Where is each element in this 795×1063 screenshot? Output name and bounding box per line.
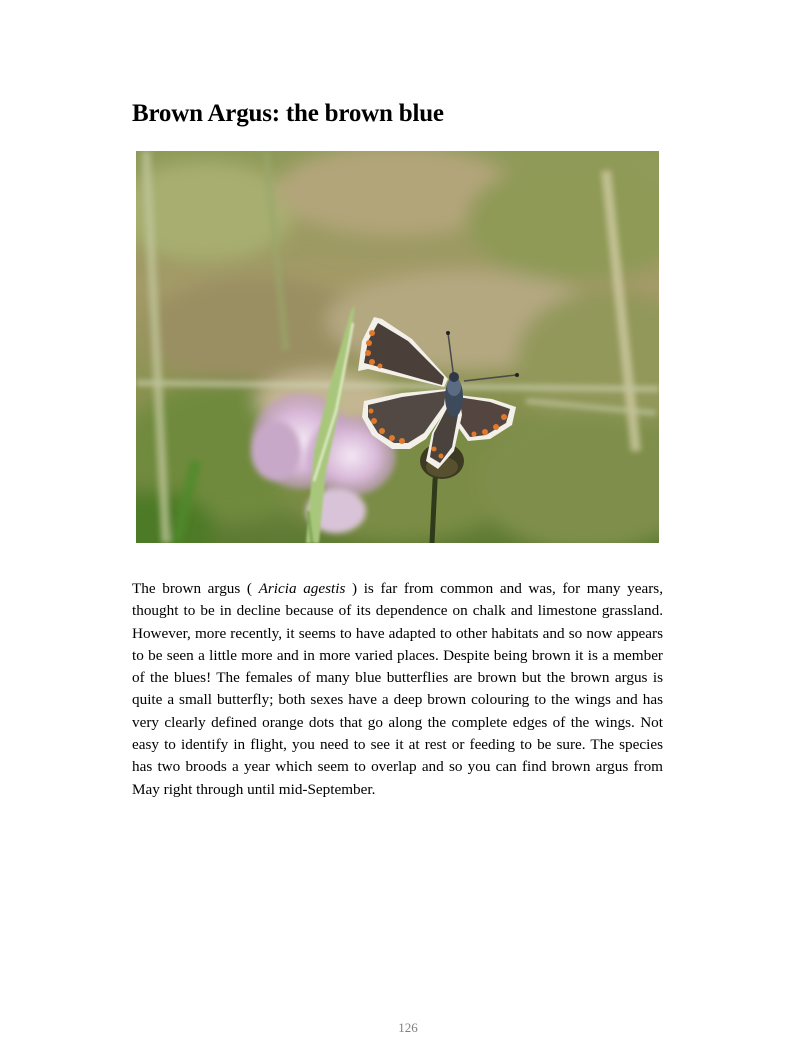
page-number: 126 [398, 1020, 418, 1035]
paragraph-body: ) is far from common and was, for many years, thought to be in decline because of its dependence on chalk and limestone grassland. However, more recently, it seems to have adapted to other habitats and so now appears to be seen a little more and in more varied places. Despite being brown it is a member of the blues! The females of many blue butterflies are brown but the brown argus is quite a small butterfly; both sexes have a deep brown colouring to the wings and has very clearly defined orange dots that go along the complete edges of the wings. Not easy to identify in flight, you need to see it at rest or feeding to be sure. The species has two broods a year which seem to overlap and so you can find brown argus from May right through until mid-September. [132, 580, 663, 798]
body-paragraph [132, 578, 663, 801]
paragraph-intro: The brown argus ( [132, 580, 259, 597]
butterfly-photo [136, 151, 659, 543]
page-title: Brown Argus: the brown blue [132, 100, 444, 127]
species-latin-name: Aricia agestis [258, 580, 346, 597]
